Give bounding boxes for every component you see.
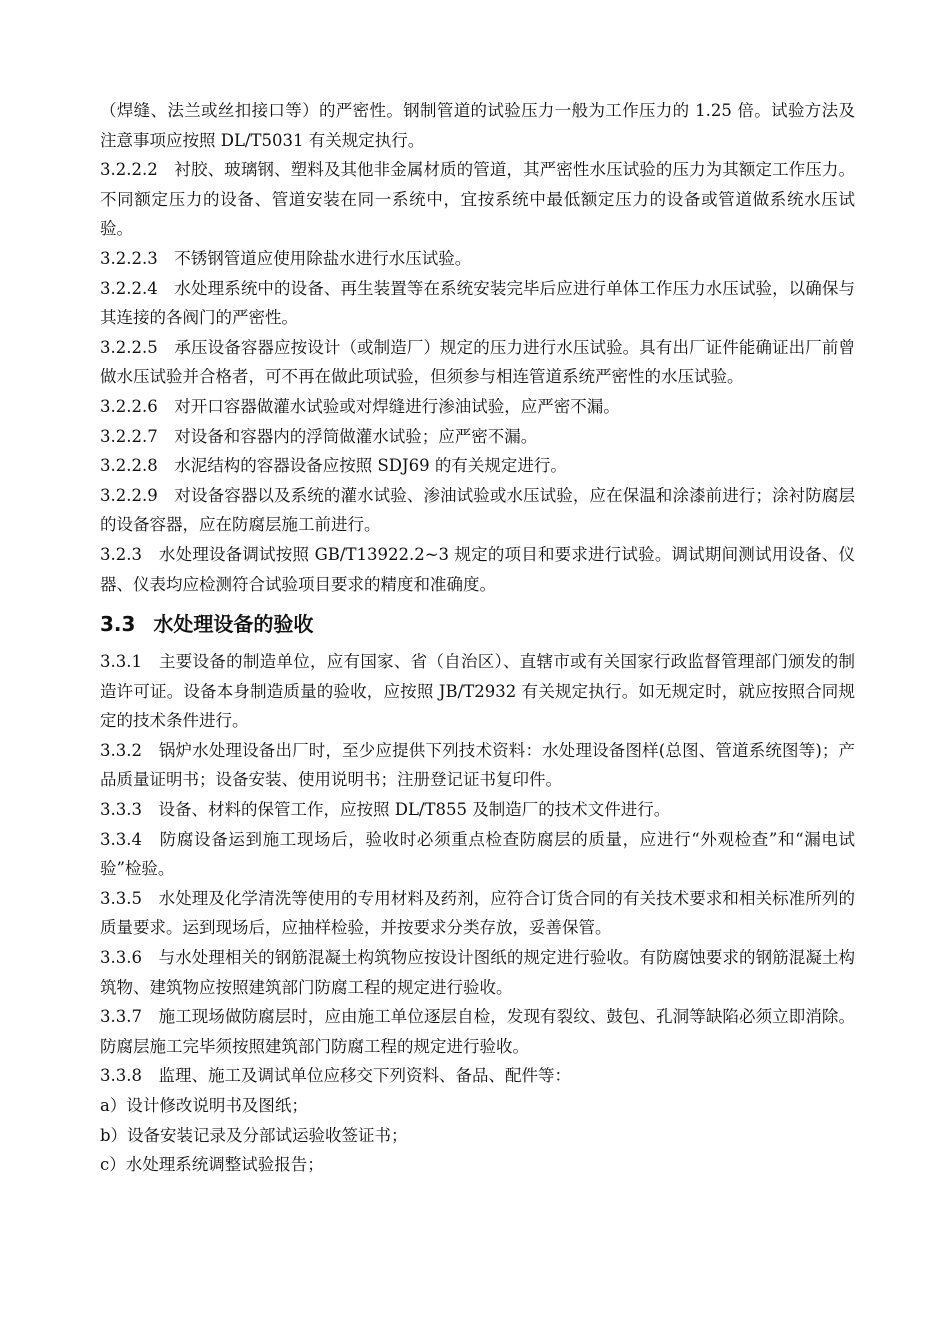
paragraph: 3.3.2 锅炉水处理设备出厂时，至少应提供下列技术资料：水处理设备图样(总图、管道系统图等)；产品质量证明书；设备安装、使用说明书；注册登记证书复印件。 bbox=[100, 740, 855, 790]
list-item: b）设备安装记录及分部试运验收签证书； bbox=[100, 1125, 408, 1145]
section-title: 水处理设备的验收 bbox=[153, 612, 314, 637]
paragraph: 3.3.7 施工现场做防腐层时，应由施工单位逐层自检，发现有裂纹、鼓包、孔洞等缺陷必须立即消除。防腐层施工完毕须按照建筑部门防腐工程的规定进行验收。 bbox=[100, 1007, 855, 1056]
section-heading bbox=[100, 607, 855, 641]
paragraph: 3.3.4 防腐设备运到施工现场后，验收时必须重点检查防腐层的质量，应进行“外观检查”和“漏电试验”检验。 bbox=[100, 829, 855, 879]
paragraph: 3.2.2.9 对设备容器以及系统的灌水试验、渗油试验或水压试验，应在保温和涂漆前进行；涂衬防腐层的设备容器，应在防腐层施工前进行。 bbox=[100, 485, 855, 535]
paragraph: 3.2.2.6 对开口容器做灌水试验或对焊缝进行渗油试验，应严密不漏。 bbox=[100, 396, 620, 416]
paragraph: 3.2.2.5 承压设备容器应按设计（或制造厂）规定的压力进行水压试验。具有出厂证件能确证出厂前曾做水压试验并合格者，可不再在做此项试验，但须参与相连管道系统严密性的水压试验。 bbox=[100, 337, 855, 387]
paragraph: 3.3.6 与水处理相关的钢筋混凝土构筑物应按设计图纸的规定进行验收。有防腐蚀要求的钢筋混凝土构筑物、建筑物应按照建筑部门防腐工程的规定进行验收。 bbox=[100, 948, 855, 997]
paragraph: 3.2.2.3 不锈钢管道应使用除盐水进行水压试验。 bbox=[100, 248, 472, 268]
paragraph: 3.3.3 设备、材料的保管工作，应按照 DL/T855 及制造厂的技术文件进行。 bbox=[100, 800, 671, 820]
paragraph: 3.2.2.8 水泥结构的容器设备应按照 SDJ69 的有关规定进行。 bbox=[100, 456, 567, 476]
paragraph: 3.3.5 水处理及化学清洗等使用的专用材料及药剂，应符合订货合同的有关技术要求和相关标准所列的质量要求。运到现场后，应抽样检验，并按要求分类存放，妥善保管。 bbox=[100, 888, 855, 938]
list-item: c）水处理系统调整试验报告； bbox=[100, 1155, 324, 1175]
paragraph: 3.3.1 主要设备的制造单位，应有国家、省（自治区）、直辖市或有关国家行政监督管理部门颁发的制造许可证。设备本身制造质量的验收，应按照 JB/T2932 有关规定执行。如无规定时，就应按照合同规定的技术条件进行。 bbox=[100, 652, 855, 731]
document-body bbox=[100, 96, 855, 1180]
paragraph: 3.2.3 水处理设备调试按照 GB/T13922.2~3 规定的项目和要求进行试验。调试期间测试用设备、仪器、仪表均应检测符合试验项目要求的精度和准确度。 bbox=[100, 544, 855, 594]
list-item: a）设计修改说明书及图纸； bbox=[100, 1096, 308, 1115]
paragraph: 3.2.2.4 水处理系统中的设备、再生装置等在系统安装完毕后应进行单体工作压力水压试验，以确保与其连接的各阀门的严密性。 bbox=[100, 278, 855, 328]
section-number: 3.3 bbox=[100, 612, 136, 637]
paragraph: 3.2.2.7 对设备和容器内的浮筒做灌水试验；应严密不漏。 bbox=[100, 426, 538, 446]
paragraph: 3.3.8 监理、施工及调试单位应移交下列资料、备品、配件等： bbox=[100, 1066, 571, 1086]
paragraph: 3.2.2.2 衬胶、玻璃钢、塑料及其他非金属材质的管道，其严密性水压试验的压力为其额定工作压力。不同额定压力的设备、管道安装在同一系统中，宜按系统中最低额定压力的设备或管道做系统水压试验。 bbox=[100, 160, 855, 239]
paragraph: （焊缝、法兰或丝扣接口等）的严密性。钢制管道的试验压力一般为工作压力的 1.25 倍。试验方法及注意事项应按照 DL/T5031 有关规定执行。 bbox=[100, 101, 855, 150]
